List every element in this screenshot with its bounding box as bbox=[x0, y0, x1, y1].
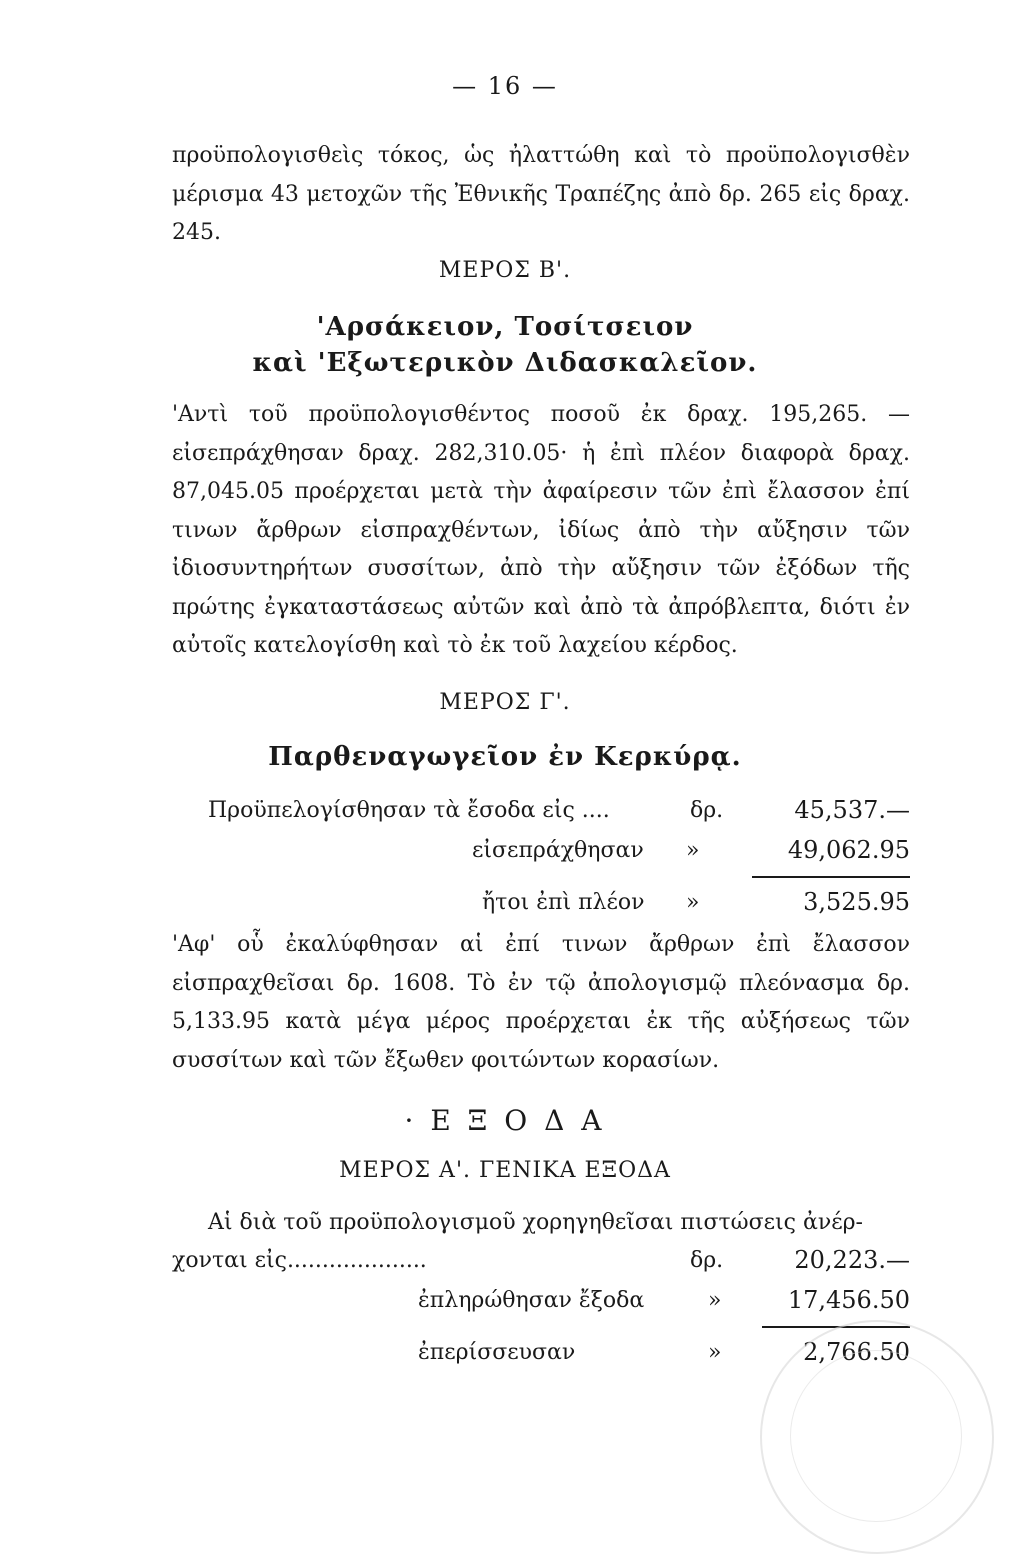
expenses-row2-amount: 17,456.50 bbox=[787, 1286, 910, 1314]
intro-paragraph: προϋπολογισθεὶς τόκος, ὡς ἠλαττώθη καὶ τὸ προϋπολογισθὲν μέρισμα 43 μετοχῶν τῆς Ἐθνικῆς Τραπέζης ἀπὸ δρ. 265 εἰς δραχ. 245. bbox=[172, 143, 910, 245]
part-c-row1-label: Προϋπελογίσθησαν τὰ ἔσοδα εἰς .... bbox=[208, 798, 610, 823]
expenses-row1-amount: 20,223.— bbox=[794, 1246, 910, 1274]
part-c-row3-unit: » bbox=[686, 890, 700, 915]
part-c-row1-amount: 45,537.— bbox=[794, 796, 910, 824]
expenses-row3-unit: » bbox=[708, 1340, 722, 1365]
library-seal-watermark bbox=[760, 1320, 994, 1554]
sum-rule bbox=[752, 876, 910, 878]
part-b-title-line2: καὶ 'Εξωτερικὸν Διδασκαλεῖον. bbox=[252, 348, 758, 378]
expenses-row3-amount: 2,766.50 bbox=[803, 1338, 910, 1366]
part-c-row2-unit: » bbox=[686, 838, 700, 863]
part-c-heading: ΜΕΡΟΣ Γ'. bbox=[439, 690, 571, 715]
expenses-text-line1: Αἱ διὰ τοῦ προϋπολογισμοῦ χορηγηθεῖσαι πιστώσεις ἀνέρ- bbox=[208, 1210, 863, 1235]
expenses-subheading: ΜΕΡΟΣ Α'. ΓΕΝΙΚΑ ΕΞΟΔΑ bbox=[339, 1158, 671, 1183]
seal-inner-ring bbox=[790, 1350, 962, 1522]
expenses-heading: · Ε Ξ Ο Δ Α bbox=[404, 1104, 606, 1137]
part-c-row1-unit: δρ. bbox=[690, 798, 724, 823]
expenses-row1-label: χονται εἰς.................... bbox=[172, 1248, 427, 1273]
expenses-row2-unit: » bbox=[708, 1288, 722, 1313]
part-b-paragraph: 'Αντὶ τοῦ προϋπολογισθέντος ποσοῦ ἐκ δραχ. 195,265. — εἰσεπράχθησαν δραχ. 282,310.05· ἡ ἐπὶ πλέον διαφορὰ δραχ. 87,045.05 προέρχεται μετὰ τὴν ἀφαίρεσιν τῶν ἐπὶ ἔλασσον ἐπί τινων ἄρθρων εἰσπραχθέντων, ἰδίως ἀπὸ τὴν αὔξησιν τῶν ἰδιοσυντηρήτων συσσίτων, ἀπὸ τὴν αὔξησιν τῶν ἐξόδων τῆς πρώτης ἐγκαταστάσεως αὐτῶν καὶ ἀπὸ τὰ ἀπρόβλεπτα, διότι ἐν αὐτοῖς κατελογίσθη καὶ τὸ ἐκ τοῦ λαχείου κέρδος. bbox=[172, 402, 910, 658]
expenses-row3-label: ἐπερίσσευσαν bbox=[418, 1340, 576, 1365]
expenses-row2-label: ἐπληρώθησαν ἔξοδα bbox=[418, 1288, 645, 1313]
part-c-row3-label: ἤτοι ἐπὶ πλέον bbox=[482, 890, 645, 915]
part-c-row2-amount: 49,062.95 bbox=[787, 836, 910, 864]
part-c-row2-label: εἰσεπράχθησαν bbox=[472, 838, 644, 863]
expenses-row1-unit: δρ. bbox=[690, 1248, 724, 1273]
page-number: — 16 — bbox=[452, 72, 558, 100]
part-c-title: Παρθεναγωγεῖον ἐν Κερκύρᾳ. bbox=[268, 742, 742, 772]
part-b-heading: ΜΕΡΟΣ Β'. bbox=[438, 258, 572, 283]
part-b-title-line1: 'Αρσάκειον, Τοσίτσειον bbox=[316, 312, 694, 342]
part-c-row3-amount: 3,525.95 bbox=[803, 888, 910, 916]
part-c-paragraph: 'Αφ' οὗ ἐκαλύφθησαν αἱ ἐπί τινων ἄρθρων ἐπὶ ἔλασσον εἰσπραχθεῖσαι δρ. 1608. Τὸ ἐν τῷ ἀπολογισμῷ πλεόνασμα δρ. 5,133.95 κατὰ μέγα μέρος προέρχεται ἐκ τῆς αὐξήσεως τῶν συσσίτων καὶ τῶν ἔξωθεν φοιτώντων κορασίων. bbox=[172, 932, 910, 1073]
